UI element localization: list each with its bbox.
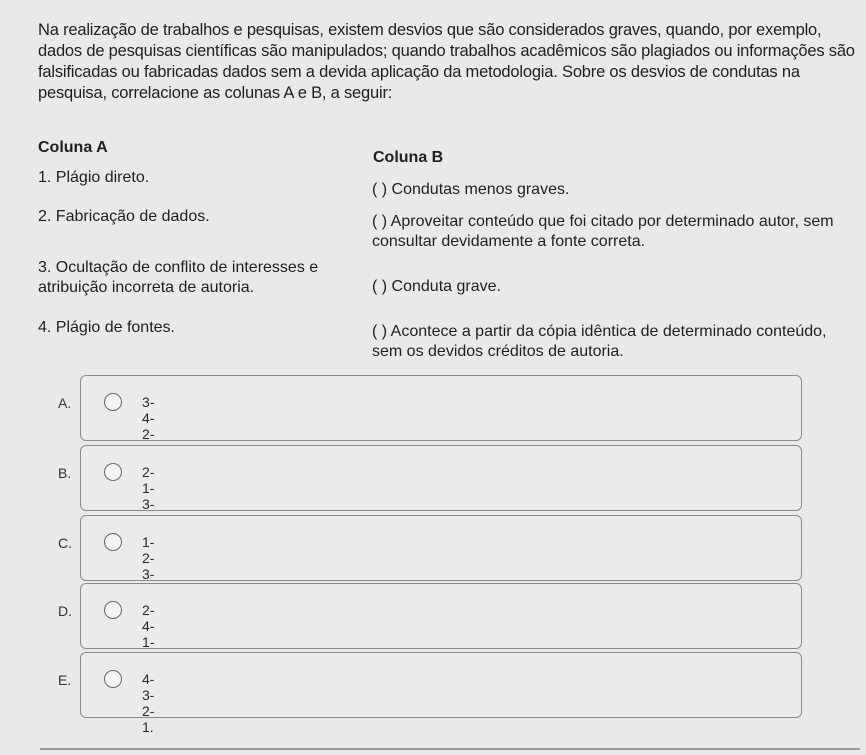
- option-box[interactable]: [80, 652, 802, 718]
- bottom-divider: [40, 748, 860, 750]
- column-b-title: Coluna B: [373, 149, 444, 166]
- column-b-item-3: ( ) Conduta grave.: [372, 278, 501, 295]
- column-a-item-4: 4. Plágio de fontes.: [38, 319, 175, 336]
- option-text: 1-2-3-: [142, 534, 155, 582]
- option-letter: E.: [58, 672, 72, 688]
- option-letter: B.: [58, 465, 72, 481]
- column-b-item-4: ( ) Acontece a partir da cópia idêntica de determinado conteúdo, sem os devidos créditos de autoria.: [372, 323, 827, 360]
- radio-circle-icon[interactable]: [104, 393, 122, 411]
- radio-circle-icon[interactable]: [104, 533, 122, 551]
- option-box[interactable]: [80, 583, 802, 649]
- column-a-title: Coluna A: [38, 139, 108, 156]
- option-text: 2-4-1-: [142, 602, 155, 650]
- option-letter: A.: [58, 395, 72, 411]
- option-text: 4-3-2-1.: [142, 671, 155, 735]
- column-a-item-1: 1. Plágio direto.: [38, 169, 150, 186]
- option-text: 2-1-3-: [142, 464, 155, 512]
- radio-circle-icon[interactable]: [104, 670, 122, 688]
- question-text: Na realização de trabalhos e pesquisas, existem desvios que são considerados graves, quando, por exemplo, dados de pesquisas científicas são manipulados; quando trabalhos acadêmicos são plagiados ou informações são falsificadas ou fabricadas dados sem a devida aplicação da metodologia. Sobre os desvios de condutas na pesquisa, correlacione as colunas A e B, a seguir:: [38, 21, 855, 102]
- option-letter: D.: [58, 603, 72, 619]
- option-text: 3-4-2-: [142, 394, 155, 442]
- radio-circle-icon[interactable]: [104, 601, 122, 619]
- column-a-item-3: 3. Ocultação de conflito de interesses e atribuição incorreta de autoria.: [38, 259, 319, 296]
- option-box[interactable]: [80, 515, 802, 581]
- option-box[interactable]: [80, 375, 802, 441]
- column-b-item-2: ( ) Aproveitar conteúdo que foi citado por determinado autor, sem consultar devidamente a fonte correta.: [372, 213, 834, 250]
- option-box[interactable]: [80, 445, 802, 511]
- column-a-item-2: 2. Fabricação de dados.: [38, 208, 210, 225]
- option-letter: C.: [58, 535, 72, 551]
- column-b-item-1: ( ) Condutas menos graves.: [372, 181, 570, 198]
- radio-circle-icon[interactable]: [104, 463, 122, 481]
